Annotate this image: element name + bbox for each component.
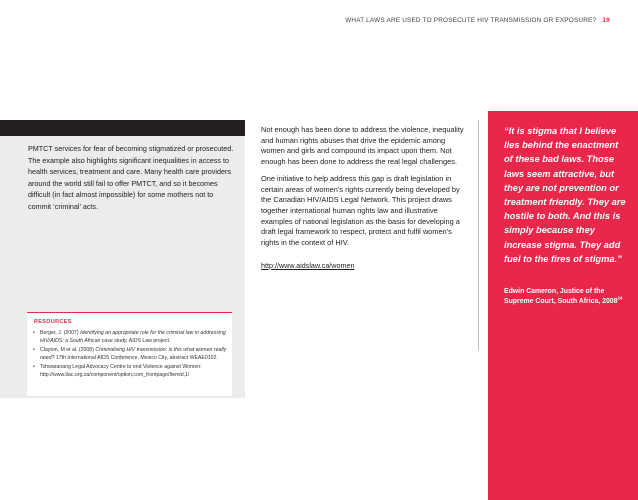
resources-title: RESOURCES	[34, 319, 72, 325]
middle-paragraph-2: One initiative to help address this gap is draft legislation in certain areas of women’s rights currently being developed by the Canadian HIV/AIDS Legal Network. This project draws together international human rights law and illustrative examples of national legislation as the basis for developing a draft legal framework to respect, protect and fulfil women’s rights in the context of HIV.	[261, 173, 460, 248]
left-column-text	[28, 143, 234, 213]
middle-column	[255, 120, 479, 350]
bullet-icon: •	[33, 330, 35, 336]
resource-item: • Berger, J. (2007) Identifying an appropriate role for the criminal law in addressing HIV/AIDS: a South African case study, AIDS Law project.	[33, 330, 226, 344]
aidslaw-link[interactable]: http://www.aidslaw.ca/women	[261, 260, 355, 270]
quote-attribution	[504, 287, 628, 307]
attribution-text: Edwin Cameron, Justice of the Supreme Court, South Africa, 2008	[504, 288, 618, 306]
middle-column-content	[261, 125, 469, 273]
left-column-top-bar	[0, 120, 245, 136]
resources-list	[33, 330, 227, 382]
pull-quote: “It is stigma that I believe lies behind the enactment of these bad laws. Those laws seem attractive, but they are not prevention or treatment friendly. They are hostile to both. And this is simply because they increase stigma. They add fuel to the fires of stigma.”	[504, 126, 626, 264]
quote-panel	[488, 111, 638, 500]
bullet-icon: •	[33, 347, 35, 354]
page-number: 19	[602, 17, 610, 24]
resources-box	[27, 312, 232, 396]
middle-paragraph-1: Not enough has been done to address the violence, inequality and human rights abuses that drive the epidemic among women and girls and compound its impact upon them. Not enough has been done to address the real legal challenges.	[261, 125, 464, 167]
running-header	[345, 17, 610, 24]
resource-item[interactable]: • Tshwaranang Legal Advocacy Centre to end Violence against Women: http://www.tlac.org.za/component/option,com_frontpage/Itemid,1/	[33, 364, 202, 378]
running-header-title: WHAT LAWS ARE USED TO PROSECUTE HIV TRANSMISSION OR EXPOSURE?	[345, 17, 597, 24]
footnote-marker: 24	[617, 295, 623, 301]
left-body-paragraph: PMTCT services for fear of becoming stigmatized or prosecuted. The example also highlights significant inequalities in access to health services, treatment and care. Many health care providers around the world still fail to offer PMTCT, and so it becomes difficult (in fact almost impossible) for some mothers not to commit ‘criminal’ acts.	[28, 144, 234, 211]
resource-item: • Clayton, M et al. (2008) Criminalising HIV transmission: is this what women really need? 17th International AIDS Conference, Mexico City, abstract WEAE0102.	[33, 347, 227, 361]
left-column-panel	[0, 120, 245, 398]
bullet-icon: •	[33, 364, 35, 371]
